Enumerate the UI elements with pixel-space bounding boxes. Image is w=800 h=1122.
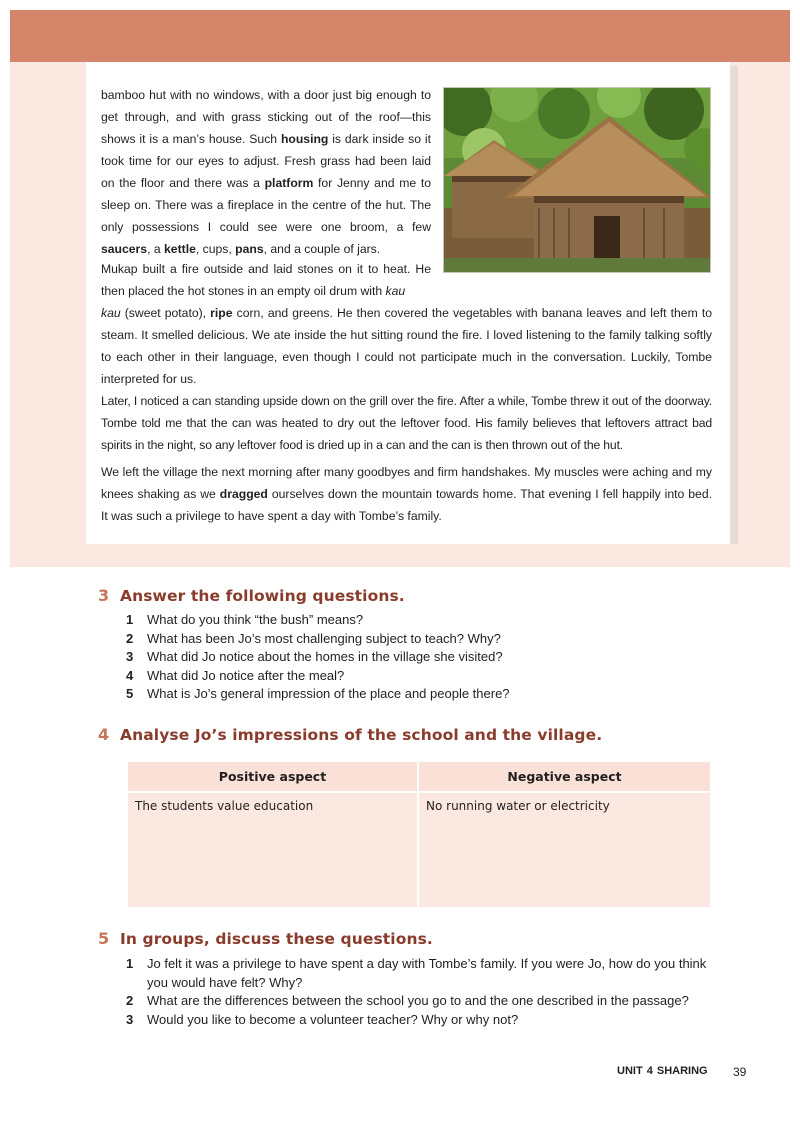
question-item-number: 3 — [126, 1011, 134, 1027]
vocab-word: housing — [280, 132, 329, 146]
passage-text: Mukap built a fire outside and laid stones on it to heat. He then placed the hot stones in an empty oil drum with — [101, 262, 431, 298]
passage-text: is dark inside so it took time for our eyes to adjust. Fresh grass had been laid on the floor and there was a — [101, 132, 431, 190]
footer-page-number: 39 — [733, 1065, 747, 1079]
reading-card-shadow — [730, 66, 738, 544]
passage-paragraph-3 — [101, 390, 712, 456]
question-item — [126, 667, 707, 686]
question-item-text: What is Jo’s general impression of the place and people there? — [147, 686, 510, 701]
table-header-negative: Negative aspect — [419, 762, 710, 791]
vocab-word: ripe — [210, 306, 233, 320]
question-item-text: Would you like to become a volunteer teacher? Why or why not? — [147, 1011, 519, 1027]
village-huts-photo — [443, 87, 711, 273]
footer-unit-label: UNIT 4 SHARING — [617, 1065, 708, 1077]
vocab-word: saucers — [101, 242, 148, 256]
question-item-number: 2 — [126, 630, 134, 646]
question-4-title: Analyse Jo’s impressions of the school and the village. — [120, 725, 603, 744]
question-3-heading — [98, 586, 405, 605]
question-item — [126, 955, 707, 992]
passage-text: , cups, — [195, 242, 236, 256]
question-item-text: What do you think “the bush” means? — [147, 612, 364, 627]
question-item — [126, 630, 707, 649]
question-5-title: In groups, discuss these questions. — [120, 929, 433, 948]
question-3-list — [126, 611, 707, 704]
question-item — [126, 1011, 707, 1030]
table-header-positive: Positive aspect — [128, 762, 417, 791]
passage-text: corn, and greens. He then covered the vegetables with banana leaves and left them to steam. It smelled delicious. We ate inside the hut sitting round the fire. I loved listening to the family talking softly to each other in their language, even though I could not participate much in the conversation. Luckily, Tombe interpreted for us. — [101, 306, 712, 386]
table-cell-negative: No running water or electricity — [419, 793, 710, 907]
question-item — [126, 992, 707, 1011]
question-item-number: 2 — [126, 993, 134, 1008]
question-3-number: 3 — [98, 586, 110, 605]
question-4-heading — [98, 725, 602, 744]
question-item-number: 1 — [126, 612, 134, 627]
question-item — [126, 685, 707, 704]
vocab-word: kettle — [164, 242, 196, 256]
vocab-word: pans — [235, 242, 264, 256]
question-item-number: 3 — [126, 649, 134, 664]
passage-paragraph-4 — [101, 461, 712, 527]
italic-term: kau — [385, 284, 406, 298]
passage-text: for Jenny and me to sleep on. There was a fireplace in the centre of the hut. The only possessions I could see were one broom, a few — [101, 176, 431, 234]
vocab-word: dragged — [219, 487, 268, 501]
top-color-band — [10, 10, 790, 62]
passage-paragraph-1 — [101, 84, 431, 260]
question-5-list — [126, 955, 707, 1029]
question-item — [126, 611, 707, 630]
question-5-heading — [98, 929, 433, 948]
question-item-text: What did Jo notice about the homes in the village she visited? — [147, 649, 503, 664]
passage-text: , and a couple of jars. — [263, 242, 381, 256]
question-item-text: Jo felt it was a privilege to have spent a day with Tombe’s family. If you were Jo, how do you think you would have felt? Why? — [147, 956, 707, 990]
table-cell-positive: The students value education — [128, 793, 417, 907]
question-item-number: 4 — [126, 667, 134, 683]
passage-text: bamboo hut with no windows, with a door just big enough to get through, and with grass sticking out of the roof—this shows it is a man’s house. Such — [101, 88, 431, 146]
question-4-number: 4 — [98, 725, 110, 744]
question-item — [126, 648, 707, 667]
question-item-number: 5 — [126, 686, 134, 701]
passage-paragraph-2-end — [101, 302, 712, 390]
passage-text: (sweet potato), — [120, 306, 211, 320]
vocab-word: platform — [264, 176, 314, 190]
passage-text: Later, I noticed a can standing upside down on the grill over the fire. After a while, Tombe threw it out of the doorway. Tombe told me that the can was heated to dry out the leftover food. His family believes that leftovers attract bad spirits in the night, so any leftover food is dried up in a can and the can is then thrown out of the hut. — [101, 394, 712, 452]
passage-text: ourselves down the mountain towards home. That evening I fell happily into bed. It was such a privilege to have spent a day with Tombe’s family. — [101, 487, 712, 523]
question-3-title: Answer the following questions. — [120, 586, 405, 605]
question-item-text: What did Jo notice after the meal? — [147, 667, 345, 683]
question-item-text: What has been Jo’s most challenging subject to teach? Why? — [147, 630, 501, 646]
passage-text: , a — [147, 242, 165, 256]
passage-paragraph-2-start — [101, 258, 431, 302]
italic-term: kau — [101, 306, 121, 320]
question-item-number: 1 — [126, 956, 134, 971]
question-item-text: What are the differences between the school you go to and the one described in the passage? — [147, 993, 689, 1008]
impressions-table — [128, 762, 710, 907]
question-5-number: 5 — [98, 929, 110, 948]
passage-text: We left the village the next morning after many goodbyes and firm handshakes. My muscles were aching and my knees shaking as we — [101, 465, 712, 501]
